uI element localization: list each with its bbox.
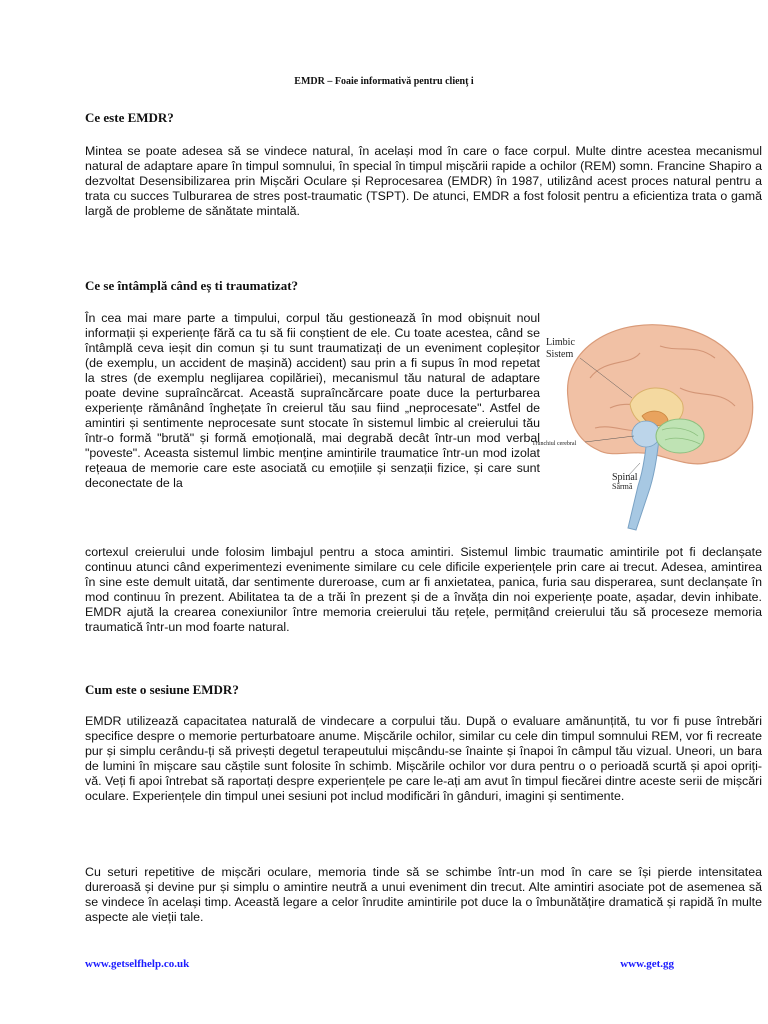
section-heading-emdr-session: Cum este o sesiune EMDR? xyxy=(85,682,239,697)
paragraph-emdr-session: EMDR utilizează capacitatea naturală de vindecare a corpului tău. După o evaluare amănunțită, tu vor fi puse întrebări specifice despre o memorie perturbatoare anume. Mișcările ochilor, similar cu cele din timpul somnului REM, vor fi recreate pur și simplu cerându-ți să privești degetul terapeutului mișcându-se înainte și înapoi în câmpul tău vizual. Uneori, un bara de lumini în mișcare sau căștile sunt folosite în schimb. Mișcările ochilor vor dura pentru o o perioadă scurtă și apoi opriți-vă. Veți fi apoi întrebat să raportați despre experiențele pe care le-ați am avut în timpul fiecărei dintre aceste serii de mișcări oculare. Experiențele din timpul unei sesiuni pot includ modificări în gânduri, imagini și sentimente. xyxy=(85,714,763,803)
paragraph-emdr-session-2: Cu seturi repetitive de mișcări oculare, memoria tinde să se schimbe într-un mod în care se își pierde intensitatea dureroasă și devine pur și simplu o amintire neutră a unui eveniment din trecut. Alte amintiri asociate pot de asemenea să se vindece în același timp. Această legare a celor înrudite amintirile pot duce la o îmbunătățire dramatică și rapidă în multe aspecte ale vieții tale. xyxy=(85,865,762,924)
section-heading-traumatized: Ce se întâmplă când eș ti traumatizat? xyxy=(85,278,299,293)
footer-link-getgg[interactable]: www.get.gg xyxy=(620,958,674,970)
brain-label-sistem: Sistem xyxy=(546,349,574,360)
brain-label-spinal: Spinal xyxy=(612,472,638,483)
footer-link-getselfhelp[interactable]: www.getselfhelp.co.uk xyxy=(85,958,190,970)
paragraph-traumatized-part1: În cea mai mare parte a timpului, corpul tău gestionează în mod obișnuit noul informații și experiențe fără ca tu să fii conștient de ele. Cu toate acestea, când se întâmplă ceva ieșit din comun și tu sunt traumatizați de un eveniment copleșitor (de exemplu, un accident de mașină) accident) sau prin a fi supus în mod repetat la stres (de exemplu neglijarea copilăriei), mecanismul tău natural de adaptare poate devine supraîncărcat. Această supraîncărcare poate duce la perturbarea experiențe rămânând înghețate în creierul tău sau fiind „neprocesate". Astfel de amintiri și sentimente neprocesate sunt stocate în sistemul limbic al creierului tău într-o formă "brută" și formă emoțională, mai degrabă decât într-un mod verbal "poveste". Aceasta sistemul limbic menține amintirile traumatice într-un mod izolat rețeaua de memorie care este asociată cu emoțiile și senzații fizice, și care sunt deconectate de la xyxy=(85,311,540,490)
paragraph-what-is-emdr: Mintea se poate adesea să se vindece natural, în același mod în care o face corpul. Multe dintre acestea mecanismul natural de adaptare apare în timpul somnului, în special în timpul mișcării rapide a ochilor (REM) somn. Francine Shapiro a dezvoltat Desensibilizarea prin Mișcări Oculare și Reprocesarea (EMDR) în 1987, utilizând acest proces natural pentru a trata cu succes Tulburarea de stres post-traumatic (TSPT). De atunci, EMDR a fost folosit pentru a eficientiza trata o gamă largă de probleme de sănătate mintală. xyxy=(85,144,762,218)
brain-label-trunchi: Trunchiul cerebral xyxy=(532,441,577,447)
brain-illustration xyxy=(520,318,760,533)
paragraph-traumatized-part2: cortexul creierului unde folosim limbajul pentru a stoca amintiri. Sistemul limbic traumatic amintirile pot fi declanșate continuu atunci când experimentezi evenimente similare cu cele dificile experiențele prin care ai trecut. Adesea, amintirea în sine este demult uitată, dar sentimente dureroase, cum ar fi anxietatea, panica, furia sau disperarea, sunt declanșate în mod continuu în prezent. Abilitatea ta de a trăi în prezent și de a învăța din noi experiențe poate, așadar, devin inhibate. EMDR ajută la crearea conexiunilor între memoria creierului tău rețele, permițând creierului tău să proceseze memoria traumatică într-un mod foarte natural. xyxy=(85,545,762,634)
brain-label-limbic: Limbic xyxy=(546,337,575,348)
document-title: EMDR – Foaie informativă pentru clienţ i xyxy=(294,76,474,87)
section-heading-what-is-emdr: Ce este EMDR? xyxy=(85,110,174,125)
brain-label-sarma: Sârmă xyxy=(612,482,633,491)
